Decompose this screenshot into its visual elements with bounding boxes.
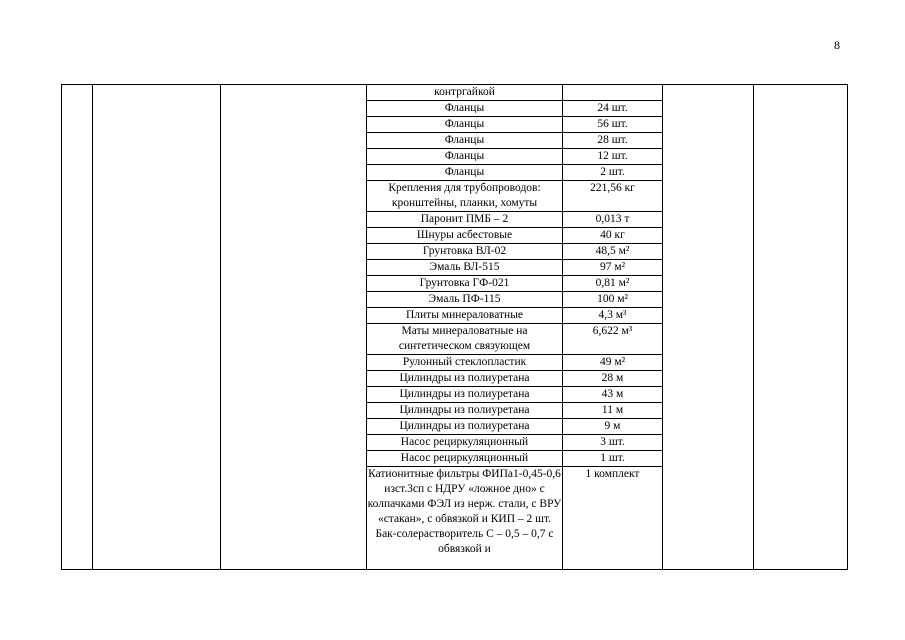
quantity-cell: 28 м: [563, 371, 663, 387]
material-cell: Плиты минераловатные: [367, 308, 563, 324]
material-cell: Катионитные фильтры ФИПа1-0,45-0,6 изст.3сп с НДРУ «ложное дно» с колпачками ФЭЛ из нерж. стали, с ВРУ «стакан», с обвязкой и КИП – 2 шт. Бак-солерастворитель С – 0,5 – 0,7 с обвязкой и: [367, 467, 563, 570]
quantity-cell: 28 шт.: [563, 133, 663, 149]
material-cell: Эмаль ПФ-115: [367, 292, 563, 308]
column-7-cell: [754, 85, 848, 570]
material-cell: Маты минераловатные на синтетическом связующем: [367, 324, 563, 355]
material-cell: Грунтовка ВЛ-02: [367, 244, 563, 260]
quantity-cell: 3 шт.: [563, 435, 663, 451]
table-row: [62, 85, 848, 101]
material-cell: Рулонный стеклопластик: [367, 355, 563, 371]
material-cell: Насос рециркуляционный: [367, 435, 563, 451]
page-number: 8: [834, 38, 840, 52]
material-cell: Грунтовка ГФ-021: [367, 276, 563, 292]
material-cell: контргайкой: [367, 85, 563, 101]
material-cell: Цилиндры из полиуретана: [367, 387, 563, 403]
quantity-cell: 12 шт.: [563, 149, 663, 165]
quantity-cell: 97 м²: [563, 260, 663, 276]
column-2-cell: [93, 85, 221, 570]
quantity-cell: 4,3 м³: [563, 308, 663, 324]
quantity-cell: 2 шт.: [563, 165, 663, 181]
quantity-cell: 1 комплект: [563, 467, 663, 570]
quantity-cell: 221,56 кг: [563, 181, 663, 212]
material-cell: Паронит ПМБ – 2: [367, 212, 563, 228]
material-cell: Крепления для трубопроводов: кронштейны, планки, хомуты: [367, 181, 563, 212]
material-cell: Фланцы: [367, 149, 563, 165]
quantity-cell: 9 м: [563, 419, 663, 435]
column-1-cell: [62, 85, 93, 570]
material-cell: Фланцы: [367, 117, 563, 133]
quantity-cell: [563, 85, 663, 101]
material-cell: Фланцы: [367, 165, 563, 181]
quantity-cell: 48,5 м²: [563, 244, 663, 260]
materials-table: [61, 84, 848, 570]
quantity-cell: 56 шт.: [563, 117, 663, 133]
material-cell: Эмаль ВЛ-515: [367, 260, 563, 276]
quantity-cell: 11 м: [563, 403, 663, 419]
quantity-cell: 0,013 т: [563, 212, 663, 228]
quantity-cell: 0,81 м²: [563, 276, 663, 292]
material-cell: Цилиндры из полиуретана: [367, 403, 563, 419]
material-cell: Фланцы: [367, 133, 563, 149]
quantity-cell: 1 шт.: [563, 451, 663, 467]
quantity-cell: 6,622 м³: [563, 324, 663, 355]
column-3-cell: [221, 85, 367, 570]
material-cell: Насос рециркуляционный: [367, 451, 563, 467]
quantity-cell: 24 шт.: [563, 101, 663, 117]
quantity-cell: 49 м²: [563, 355, 663, 371]
quantity-cell: 100 м²: [563, 292, 663, 308]
material-cell: Цилиндры из полиуретана: [367, 371, 563, 387]
material-cell: Цилиндры из полиуретана: [367, 419, 563, 435]
material-cell: Фланцы: [367, 101, 563, 117]
material-cell: Шнуры асбестовые: [367, 228, 563, 244]
column-6-cell: [663, 85, 754, 570]
quantity-cell: 43 м: [563, 387, 663, 403]
quantity-cell: 40 кг: [563, 228, 663, 244]
